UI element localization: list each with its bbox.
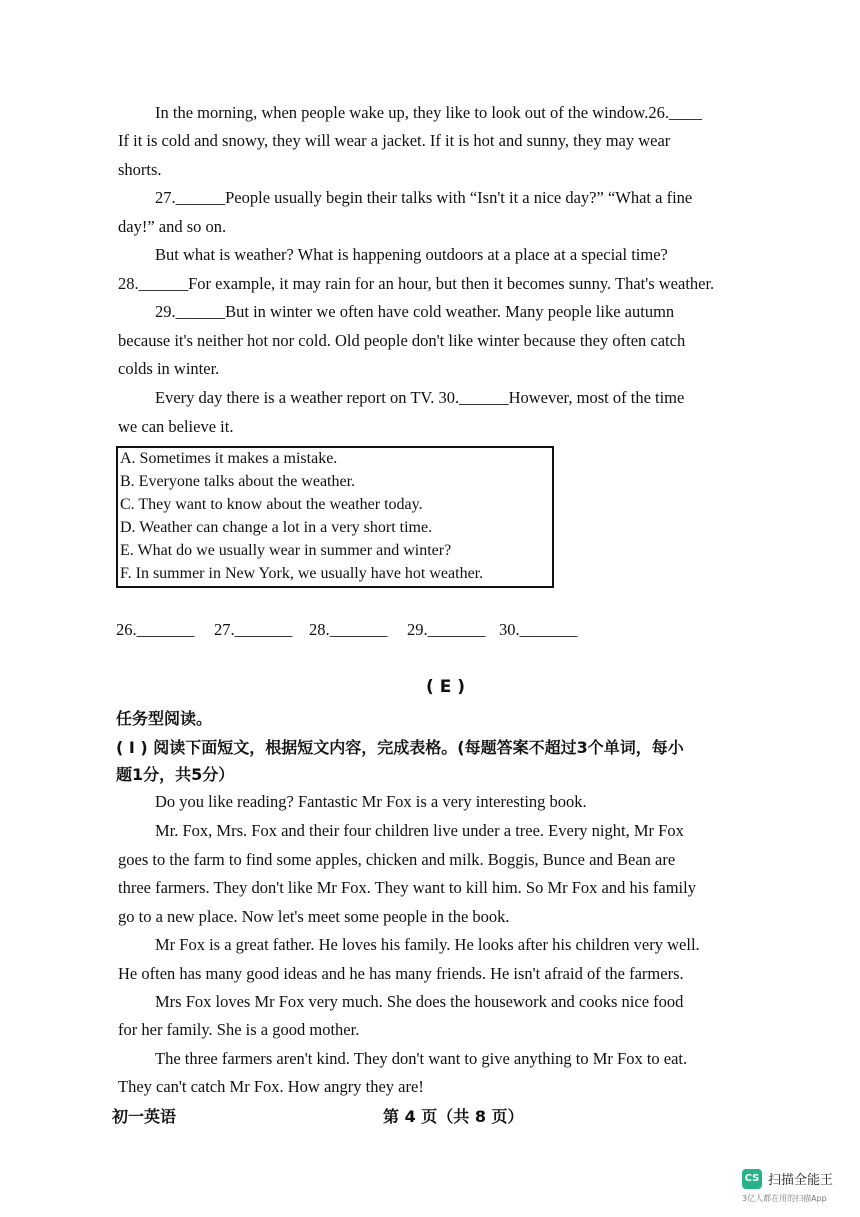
passage-line: Mr. Fox, Mrs. Fox and their four children live under a tree. Every night, Mr Fox bbox=[155, 821, 684, 840]
passage-line: Mr Fox is a great father. He loves his family. He looks after his children very well. bbox=[155, 935, 700, 954]
instruction-line: ( I ) 阅读下面短文，根据短文内容，完成表格。(每题答案不超过3个单词，每小 bbox=[116, 738, 684, 757]
option-a: A. Sometimes it makes a mistake. bbox=[120, 450, 338, 467]
option-c: C. They want to know about the weather today. bbox=[120, 496, 423, 513]
option-b: B. Everyone talks about the weather. bbox=[120, 473, 356, 490]
answer-blank-26[interactable]: 26._______ bbox=[116, 620, 195, 639]
page-number: 第 4 页（共 8 页） bbox=[383, 1107, 524, 1126]
passage-line: If it is cold and snowy, they will wear a jacket. If it is hot and sunny, they may wear bbox=[118, 131, 671, 150]
options-box bbox=[116, 446, 554, 588]
passage-line: 29.______But in winter we often have cold weather. Many people like autumn bbox=[155, 302, 675, 321]
task-title: 任务型阅读。 bbox=[116, 709, 213, 728]
instruction-line: 题1分，共5分） bbox=[116, 765, 235, 784]
passage-line: 27.______People usually begin their talks with “Isn't it a nice day?” “What a fine bbox=[155, 188, 693, 207]
passage-line: He often has many good ideas and he has many friends. He isn't afraid of the farmers. bbox=[118, 964, 684, 983]
passage-line: Every day there is a weather report on TV. 30.______However, most of the time bbox=[155, 388, 685, 407]
option-f: F. In summer in New York, we usually have hot weather. bbox=[120, 565, 484, 582]
passage-line: In the morning, when people wake up, they like to look out of the window.26.____ bbox=[155, 103, 702, 122]
passage-line: colds in winter. bbox=[118, 359, 220, 378]
passage-line: The three farmers aren't kind. They don't want to give anything to Mr Fox to eat. bbox=[155, 1049, 688, 1068]
passage-line: because it's neither hot nor cold. Old people don't like winter because they often catch bbox=[118, 331, 686, 350]
answer-blank-30[interactable]: 30._______ bbox=[499, 620, 578, 639]
answer-row bbox=[116, 620, 577, 640]
passage-line: shorts. bbox=[118, 160, 162, 179]
watermark-title: 扫描全能王 bbox=[768, 1173, 834, 1188]
answer-blank-28[interactable]: 28._______ bbox=[309, 620, 388, 639]
option-e: E. What do we usually wear in summer and winter? bbox=[120, 542, 452, 559]
passage-line: three farmers. They don't like Mr Fox. They want to kill him. So Mr Fox and his family bbox=[118, 878, 696, 897]
section-heading: ( E ) bbox=[426, 677, 465, 697]
footer-subject: 初一英语 bbox=[112, 1107, 177, 1126]
option-d: D. Weather can change a lot in a very short time. bbox=[120, 519, 433, 536]
passage-line: go to a new place. Now let's meet some people in the book. bbox=[118, 907, 510, 926]
passage-line: day!” and so on. bbox=[118, 217, 227, 236]
watermark-subtitle: 3亿人都在用的扫描App bbox=[742, 1194, 827, 1203]
answer-blank-29[interactable]: 29._______ bbox=[407, 620, 486, 639]
answer-blank-27[interactable]: 27._______ bbox=[214, 620, 293, 639]
passage-line: Do you like reading? Fantastic Mr Fox is a very interesting book. bbox=[155, 792, 587, 811]
passage-line: for her family. She is a good mother. bbox=[118, 1020, 360, 1039]
camscanner-logo-icon: CS bbox=[742, 1169, 762, 1189]
passage-line: we can believe it. bbox=[118, 417, 234, 436]
passage-line: But what is weather? What is happening outdoors at a place at a special time? bbox=[155, 245, 668, 264]
passage-line: 28.______For example, it may rain for an hour, but then it becomes sunny. That's weather. bbox=[118, 274, 715, 293]
passage-line: goes to the farm to find some apples, chicken and milk. Boggis, Bunce and Bean are bbox=[118, 850, 676, 869]
passage-line: Mrs Fox loves Mr Fox very much. She does the housework and cooks nice food bbox=[155, 992, 684, 1011]
passage-line: They can't catch Mr Fox. How angry they are! bbox=[118, 1077, 424, 1096]
